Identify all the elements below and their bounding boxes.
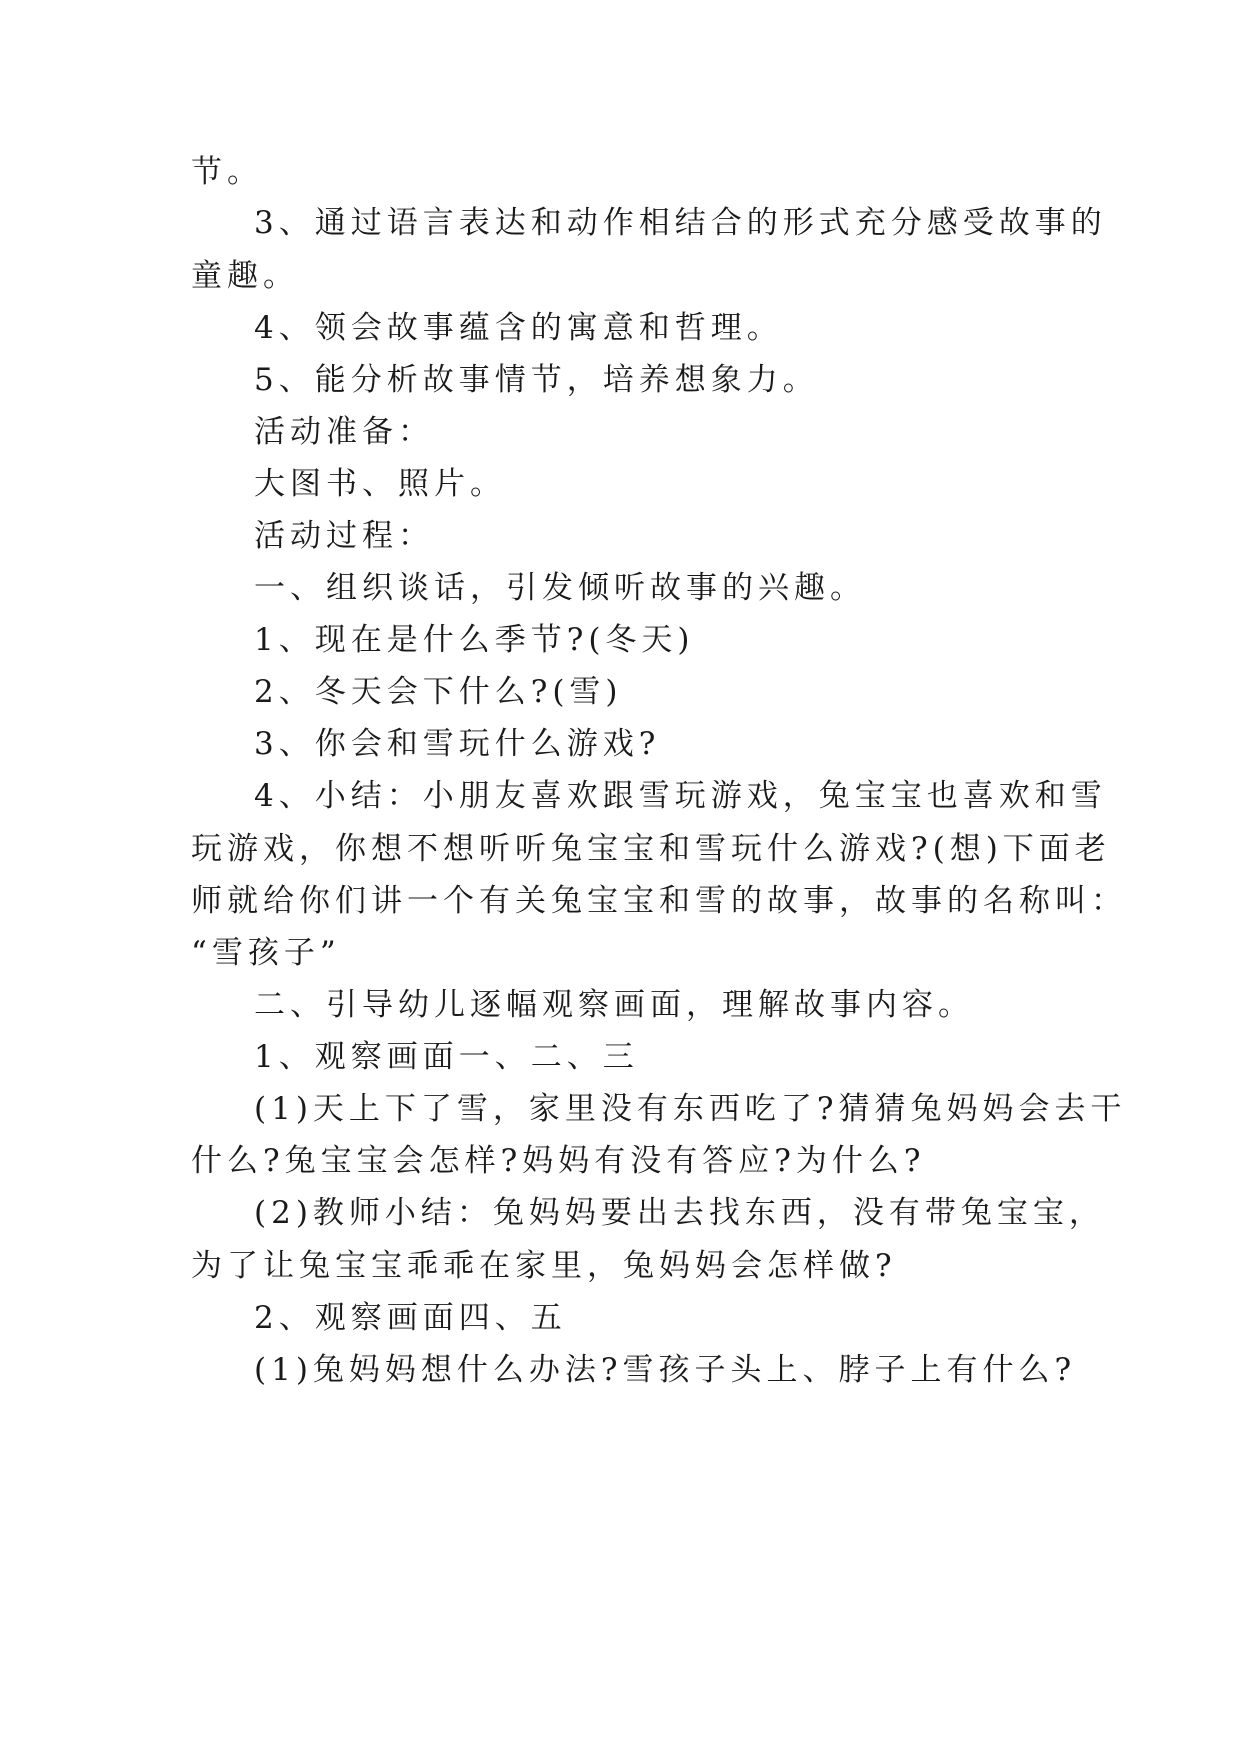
paragraph-line: 大图书、照片。 [254,466,506,502]
paragraph-line: 3、你会和雪玩什么游戏? [254,726,661,762]
paragraph-line: 1、观察画面一、二、三 [254,1039,639,1075]
paragraph-line: 1、现在是什么季节?(冬天) [254,622,695,658]
paragraph-line: 童趣。 [191,258,299,294]
section-heading: 活动准备： [254,414,434,450]
section-heading: 活动过程： [254,518,434,554]
paragraph-line: 什么?兔宝宝会怎样?妈妈有没有答应?为什么? [191,1143,926,1179]
paragraph-line: 一、组织谈话，引发倾听故事的兴趣。 [254,570,866,606]
paragraph-line: 玩游戏，你想不想听听兔宝宝和雪玩什么游戏?(想)下面老 [191,831,1111,867]
paragraph-line: 2、冬天会下什么?(雪) [254,674,623,710]
paragraph-line: 二、引导幼儿逐幅观察画面，理解故事内容。 [254,987,974,1023]
paragraph-line: 4、领会故事蕴含的寓意和哲理。 [254,310,783,346]
paragraph-line: 师就给你们讲一个有关兔宝宝和雪的故事，故事的名称叫： [191,883,1127,919]
paragraph-line: 5、能分析故事情节，培养想象力。 [254,362,819,398]
paragraph-line: 节。 [191,154,263,190]
paragraph-line: 3、通过语言表达和动作相结合的形式充分感受故事的 [254,205,1107,241]
paragraph-line: 2、观察画面四、五 [254,1300,567,1336]
paragraph-line: (1)天上下了雪，家里没有东西吃了?猜猜兔妈妈会去干 [254,1091,1127,1127]
paragraph-line: “雪孩子” [191,935,341,971]
paragraph-line: (1)兔妈妈想什么办法?雪孩子头上、脖子上有什么? [254,1352,1077,1388]
paragraph-line: (2)教师小结：兔妈妈要出去找东西，没有带兔宝宝， [254,1195,1105,1231]
paragraph-line: 为了让兔宝宝乖乖在家里，兔妈妈会怎样做? [191,1248,897,1284]
paragraph-line: 4、小结：小朋友喜欢跟雪玩游戏，兔宝宝也喜欢和雪 [254,778,1107,814]
